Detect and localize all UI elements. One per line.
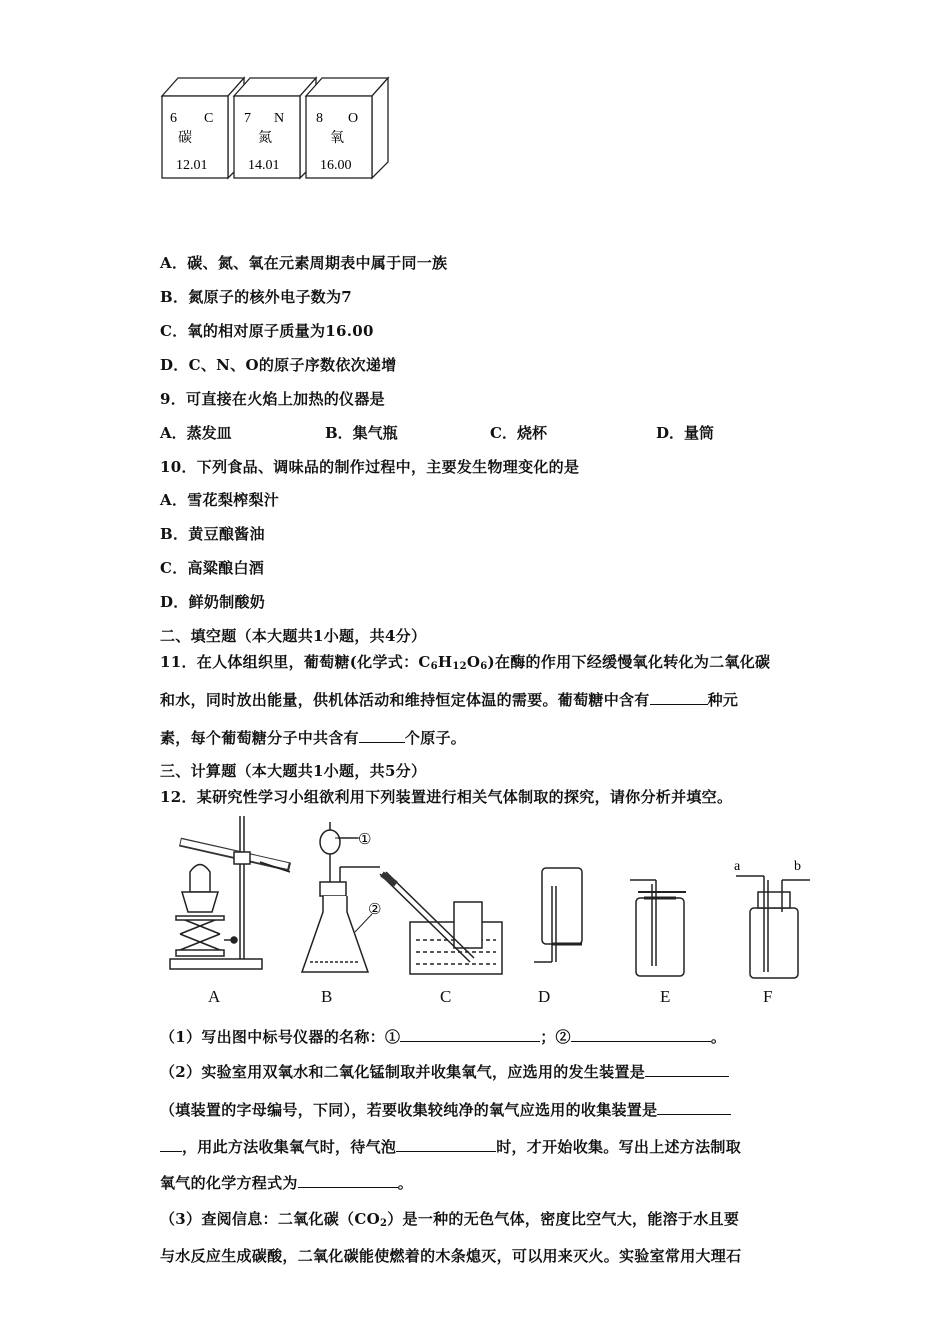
element-mass: 14.01: [248, 158, 280, 173]
q12-text: （3）查阅信息：二氧化碳（CO: [160, 1210, 380, 1228]
formula-subscript: 2: [379, 1218, 388, 1229]
formula-subscript: 6: [480, 661, 488, 672]
answer-blank-instrument-1[interactable]: [400, 1027, 540, 1042]
formula-subscript: 6: [430, 661, 438, 672]
q12-text: 时，才开始收集。写出上述方法制取: [496, 1138, 742, 1156]
element-tile-carbon: [162, 78, 244, 178]
answer-blank-equation[interactable]: [298, 1173, 398, 1188]
q9-option-b: B．集气瓶: [325, 424, 398, 442]
element-symbol: C: [204, 111, 214, 126]
answer-blank-collector[interactable]: [657, 1100, 731, 1115]
formula-h: H: [437, 653, 453, 671]
apparatus-e: [630, 880, 686, 976]
q11-line-1: [160, 651, 770, 672]
element-name: 氮: [258, 130, 272, 146]
q12-part3-line-2: 与水反应生成碳酸，二氧化碳能使燃着的木条熄灭，可以用来灭火。实验室常用大理石: [160, 1247, 742, 1265]
q11-text: 素，每个葡萄糖分子中共含有: [160, 729, 359, 747]
apparatus-label-f: F: [763, 987, 773, 1006]
port-a-label: a: [734, 859, 741, 874]
formula-subscript: 12: [452, 661, 467, 672]
q9-stem: 9．可直接在火焰上加热的仪器是: [160, 390, 385, 408]
answer-blank-element-count[interactable]: [650, 690, 708, 705]
answer-blank-instrument-2[interactable]: [571, 1027, 711, 1042]
element-name: 氧: [330, 130, 344, 146]
element-symbol: O: [348, 111, 359, 126]
q12-text: ；②: [540, 1028, 571, 1046]
lab-apparatus-figure: [160, 812, 820, 982]
q12-text: ，用此方法收集氧气时，待气泡: [182, 1138, 397, 1156]
q11-text: 11．在人体组织里，葡萄糖(化学式：C: [160, 653, 431, 671]
answer-blank-generator[interactable]: [645, 1062, 729, 1077]
apparatus-a: [170, 816, 290, 969]
q12-stem: 12．某研究性学习小组欲利用下列装置进行相关气体制取的探究，请你分析并填空。: [160, 788, 733, 806]
q11-line-3: [160, 727, 466, 748]
q12-text: （填装置的字母编号，下同），若要收集较纯净的氧气应选用的收集装置是: [160, 1101, 658, 1119]
q8-option-a: A．碳、氮、氧在元素周期表中属于同一族: [160, 254, 448, 272]
apparatus-label-b: B: [321, 987, 333, 1006]
q12-part2-line-4: [160, 1172, 413, 1193]
q11-text: )在酶的作用下经缓慢氧化转化为二氧化碳: [487, 653, 771, 671]
q12-part2-line-2: [160, 1099, 731, 1120]
element-number: 6: [170, 111, 177, 126]
formula-o: O: [466, 653, 481, 671]
q11-line-2: [160, 689, 738, 710]
element-mass: 12.01: [176, 158, 208, 173]
q12-part3-line-1: [160, 1208, 739, 1229]
q12-part2-line-1: [160, 1061, 729, 1082]
q12-text: 。: [710, 1028, 727, 1046]
element-symbol: N: [274, 111, 285, 126]
marker-2: ②: [368, 900, 382, 918]
q10-option-b: B．黄豆酿酱油: [160, 525, 265, 543]
q9-options: [160, 422, 760, 442]
q12-text: ）是一种的无色气体，密度比空气大，能溶于水且要: [387, 1210, 740, 1228]
q10-stem: 10．下列食品、调味品的制作过程中，主要发生物理变化的是: [160, 458, 580, 476]
element-name: 碳: [178, 130, 192, 146]
element-mass: 16.00: [320, 158, 352, 173]
section-heading-fill-in: 二、填空题（本大题共1小题，共4分）: [160, 627, 427, 645]
q11-text: 种元: [707, 691, 739, 709]
element-tiles-figure: [158, 74, 398, 184]
element-number: 7: [244, 111, 251, 126]
q10-option-d: D．鲜奶制酸奶: [160, 593, 266, 611]
q12-text: 氧气的化学方程式为: [160, 1174, 298, 1192]
q12-part2-line-3: [160, 1136, 741, 1157]
q9-option-d: D．量筒: [656, 424, 715, 442]
q8-option-c: C．氧的相对原子质量为16.00: [160, 322, 374, 340]
section-heading-calculation: 三、计算题（本大题共1小题，共5分）: [160, 762, 427, 780]
answer-blank-atom-count[interactable]: [359, 728, 405, 743]
element-tile-oxygen: [306, 78, 388, 178]
apparatus-c: [380, 872, 502, 974]
q10-option-a: A．雪花梨榨梨汁: [160, 491, 280, 509]
q12-part1: [160, 1026, 726, 1047]
element-number: 8: [316, 111, 323, 126]
marker-1: ①: [358, 830, 372, 848]
apparatus-f: [736, 876, 810, 978]
port-b-label: b: [794, 859, 801, 874]
q10-option-c: C．高粱酿白酒: [160, 559, 265, 577]
q8-option-b: B．氮原子的核外电子数为7: [160, 288, 353, 306]
apparatus-label-d: D: [538, 987, 551, 1006]
q12-text: （2）实验室用双氧水和二氧化锰制取并收集氧气，应选用的发生装置是: [160, 1063, 646, 1081]
apparatus-label-c: C: [440, 987, 452, 1006]
element-tile-nitrogen: [234, 78, 316, 178]
q8-option-d: D．C、N、O的原子序数依次递增: [160, 356, 397, 374]
apparatus-label-e: E: [660, 987, 671, 1006]
q12-text: 。: [397, 1174, 414, 1192]
answer-blank-bubble[interactable]: [396, 1137, 496, 1152]
q11-text: 和水，同时放出能量，供机体活动和维持恒定体温的需要。葡萄糖中含有: [160, 691, 650, 709]
q12-text: （1）写出图中标号仪器的名称：①: [160, 1028, 401, 1046]
q9-option-c: C．烧杯: [490, 424, 547, 442]
apparatus-label-a: A: [208, 987, 221, 1006]
q11-text: 个原子。: [404, 729, 467, 747]
answer-blank-collector-cont[interactable]: [160, 1137, 182, 1152]
q9-option-a: A．蒸发皿: [160, 424, 232, 442]
apparatus-d: [534, 868, 582, 962]
